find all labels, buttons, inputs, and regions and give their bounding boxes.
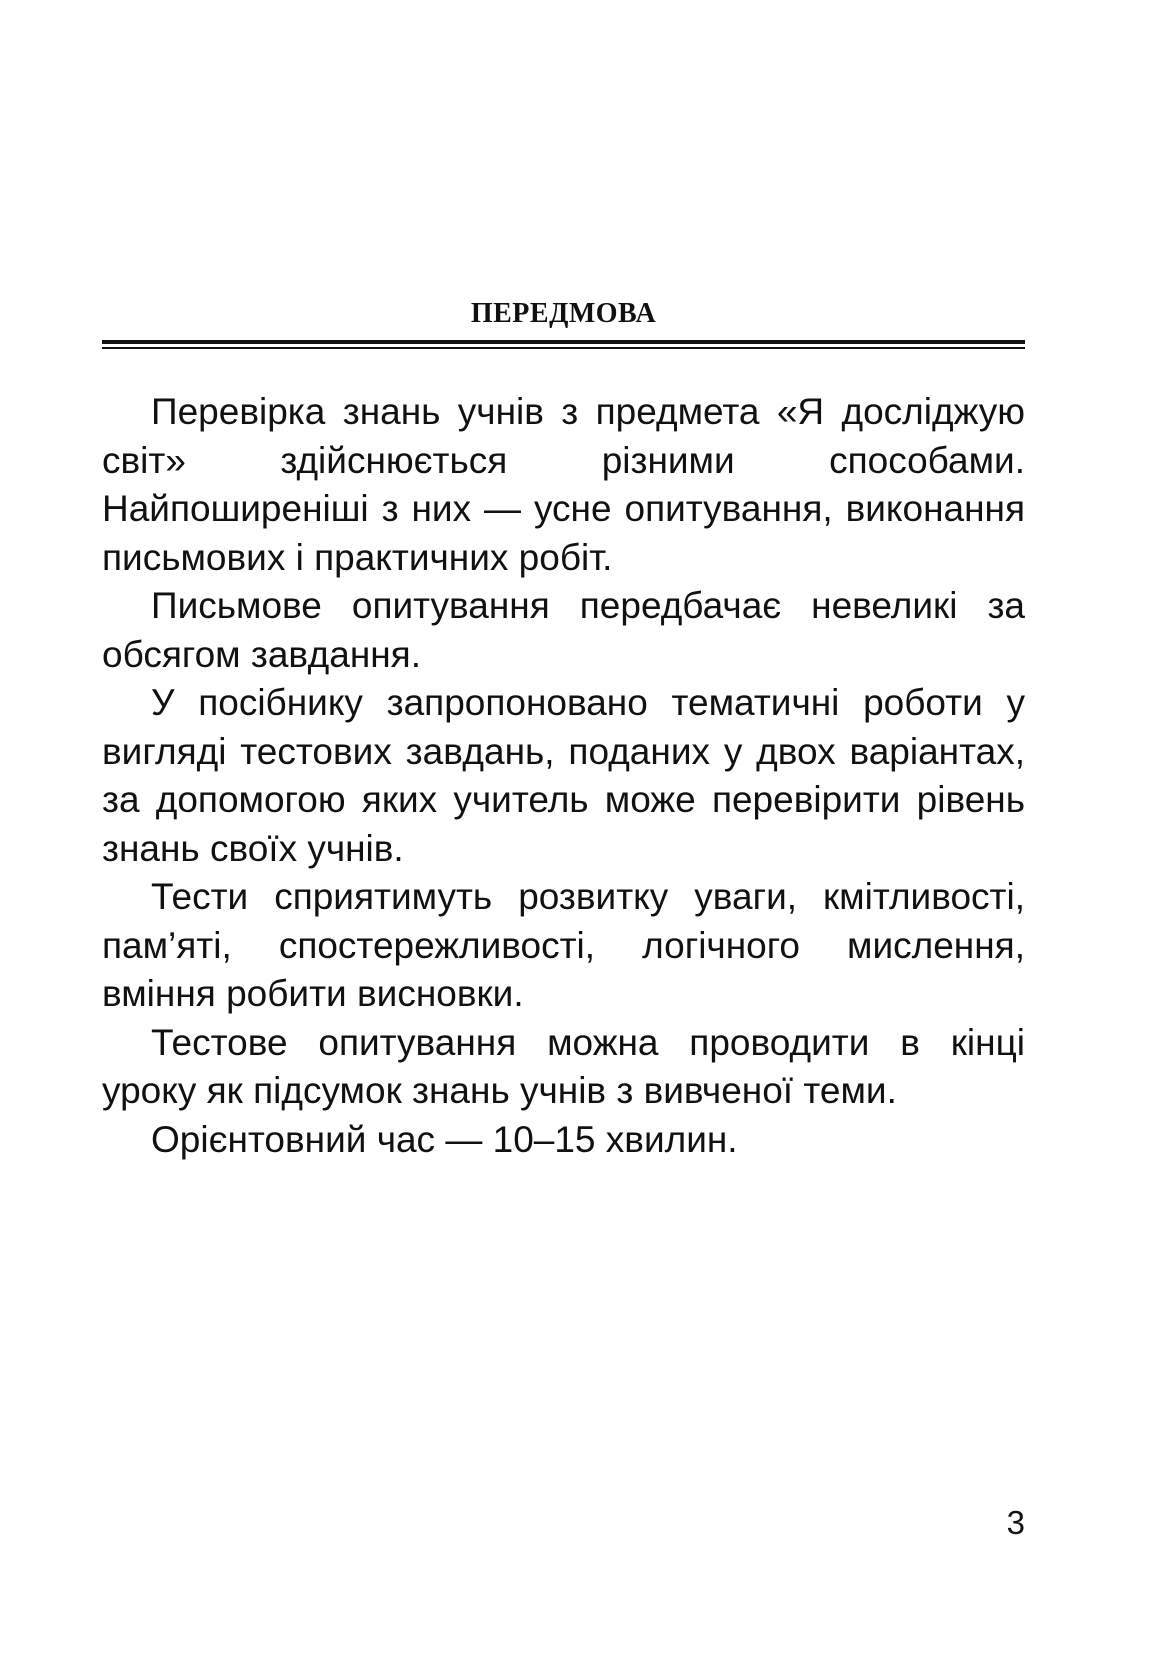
page-title: ПЕРЕДМОВА: [470, 298, 657, 329]
page-number: 3: [1006, 1504, 1025, 1541]
paragraph-1: Перевірка знань учнів з предмета «Я досліджую світ» здійснюється різними способами. Найпоширеніші з них — усне опитування, виконання письмових і практичних робіт.: [102, 391, 1025, 578]
paragraph-6: Орієнтовний час — 10–15 хвилин.: [151, 1118, 738, 1160]
divider-thin-line: [102, 347, 1025, 349]
paragraph-2: Письмове опитування передбачає невеликі за обсягом завдання.: [102, 585, 1025, 675]
preface-body: [102, 388, 1025, 1164]
divider-thick-line: [102, 340, 1025, 344]
paragraph-4: Тести сприятимуть розвитку уваги, кмітливості, пам’яті, спостережливості, логічного мислення, вміння робити висновки.: [102, 876, 1025, 1014]
paragraph-5: Тестове опитування можна проводити в кінці уроку як підсумок знань учнів з вивченої теми.: [102, 1021, 1025, 1111]
title-divider: [102, 340, 1025, 350]
paragraph-3: У посібнику запропоновано тематичні роботи у вигляді тестових завдань, поданих у двох варіантах, за допомогою яких учитель може перевірити рівень знань своїх учнів.: [102, 682, 1025, 869]
